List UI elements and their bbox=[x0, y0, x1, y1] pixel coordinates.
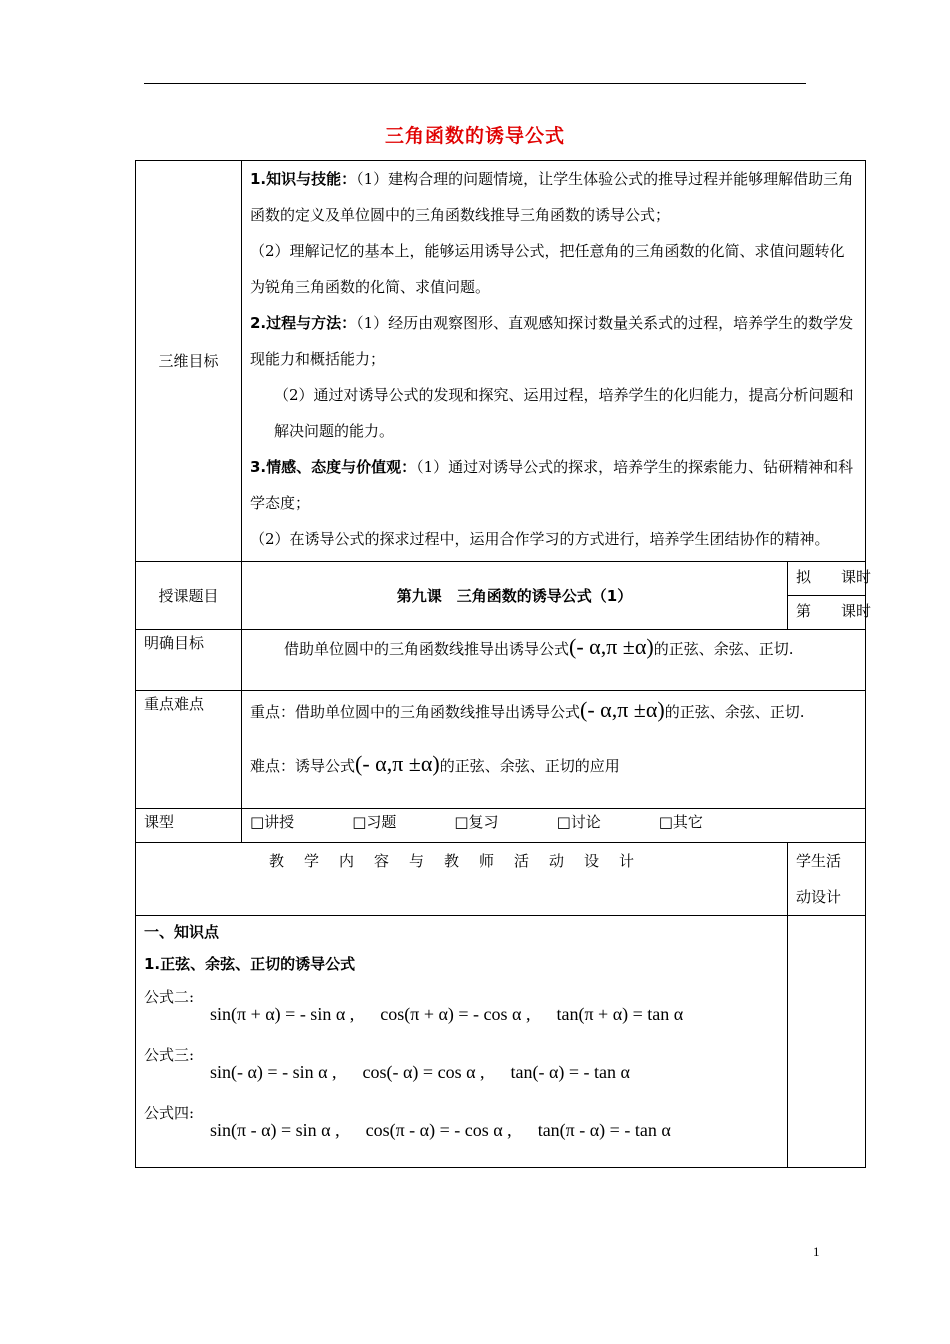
objective-content bbox=[242, 630, 866, 691]
key-point-before: 重点：借助单位圆中的三角函数线推导出诱导公式 bbox=[250, 703, 581, 721]
content-header-row bbox=[136, 843, 866, 916]
process-item-2: （2）通过对诱导公式的发现和探究、运用过程，培养学生的化归能力，提高分析问题和解决问题的能力。 bbox=[274, 386, 854, 440]
hours-plan: 拟 课时 bbox=[788, 562, 866, 596]
formula-2-sin: sin(π + α) = - sin α , bbox=[210, 1004, 355, 1024]
document-title: 三角函数的诱导公式 bbox=[384, 125, 565, 147]
option-other-checkbox[interactable]: □其它 bbox=[658, 813, 703, 831]
goals-row bbox=[136, 161, 866, 562]
goals-label: 三维目标 bbox=[136, 161, 242, 562]
formula-3-tan: tan(- α) = - tan α bbox=[510, 1062, 630, 1082]
content-header: 教学内容与教师活动设计 bbox=[136, 843, 788, 916]
key-point-after: 的正弦、余弦、正切. bbox=[664, 703, 805, 721]
lesson-type-row bbox=[136, 809, 866, 843]
objective-row bbox=[136, 630, 866, 691]
formula-label-4: 公式四: bbox=[144, 1104, 195, 1122]
formula-2-tan: tan(π + α) = tan α bbox=[556, 1004, 684, 1024]
header-rule bbox=[144, 83, 806, 84]
formula-3-cos: cos(- α) = cos α , bbox=[362, 1062, 485, 1082]
hours-seq: 第 课时 bbox=[788, 596, 866, 630]
topic-label: 授课题目 bbox=[136, 562, 242, 630]
knowledge-row bbox=[136, 916, 866, 1168]
emotion-item-1: （1）通过对诱导公式的探求，培养学生的探索能力、钻研精神和科学态度； bbox=[250, 458, 854, 512]
emotion-heading: 3.情感、态度与价值观： bbox=[250, 458, 417, 476]
option-exercise-checkbox[interactable]: □习题 bbox=[352, 813, 397, 831]
objective-label: 明确目标 bbox=[136, 630, 242, 691]
lesson-type-label: 课型 bbox=[136, 809, 242, 843]
goals-content bbox=[242, 161, 866, 562]
key-point-formula: (- α,π ±α) bbox=[580, 697, 665, 722]
formula-3-sin: sin(- α) = - sin α , bbox=[210, 1062, 337, 1082]
difficulty-label: 重点难点 bbox=[136, 691, 242, 809]
student-header-line-1: 学生活 bbox=[796, 852, 842, 870]
objective-formula: (- α,π ±α) bbox=[569, 634, 654, 659]
formula-row-2 bbox=[144, 984, 779, 1030]
hard-point-before: 难点：诱导公式 bbox=[250, 757, 356, 775]
student-header-line-2: 动设计 bbox=[796, 888, 842, 906]
formula-label-2: 公式二: bbox=[144, 988, 195, 1006]
difficulty-content bbox=[242, 691, 866, 809]
formula-label-3: 公式三: bbox=[144, 1046, 195, 1064]
hard-point-after: 的正弦、余弦、正切的应用 bbox=[439, 757, 620, 775]
option-discussion-checkbox[interactable]: □讨论 bbox=[556, 813, 601, 831]
objective-text-after: 的正弦、余弦、正切. bbox=[653, 640, 794, 658]
knowledge-heading: 1.知识与技能： bbox=[250, 170, 357, 188]
option-review-checkbox[interactable]: □复习 bbox=[454, 813, 499, 831]
formula-row-4 bbox=[144, 1100, 779, 1146]
knowledge-item-2: （2）理解记忆的基本上，能够运用诱导公式，把任意角的三角函数的化简、求值问题转化为锐角三角函数的化简、求值问题。 bbox=[250, 242, 845, 296]
student-activity-cell bbox=[788, 916, 866, 1168]
objective-text-before: 借助单位圆中的三角函数线推导出诱导公式 bbox=[284, 640, 570, 658]
process-item-1: （1）经历由观察图形、直观感知探讨数量关系式的过程，培养学生的数学发现能力和概括能力； bbox=[250, 314, 854, 368]
section-heading: 一、知识点 bbox=[144, 923, 220, 941]
topic-row-1 bbox=[136, 562, 866, 596]
process-heading: 2.过程与方法： bbox=[250, 314, 357, 332]
lesson-plan-table bbox=[135, 160, 872, 1168]
knowledge-item-1: （1）建构合理的问题情境，让学生体验公式的推导过程并能够理解借助三角函数的定义及单位圆中的三角函数线推导三角函数的诱导公式； bbox=[250, 170, 854, 224]
knowledge-content bbox=[136, 916, 788, 1168]
lesson-type-options bbox=[242, 809, 866, 843]
difficulty-row bbox=[136, 691, 866, 809]
page-number: 1 bbox=[813, 1244, 820, 1259]
student-activity-header bbox=[788, 843, 866, 916]
formula-4-cos: cos(π - α) = - cos α , bbox=[365, 1120, 512, 1140]
topic-value: 第九课 三角函数的诱导公式（1） bbox=[242, 562, 788, 630]
emotion-item-2: （2）在诱导公式的探求过程中，运用合作学习的方式进行，培养学生团结协作的精神。 bbox=[250, 530, 830, 548]
formula-4-sin: sin(π - α) = sin α , bbox=[210, 1120, 340, 1140]
formula-row-3 bbox=[144, 1042, 779, 1088]
formula-2-cos: cos(π + α) = - cos α , bbox=[380, 1004, 531, 1024]
formula-4-tan: tan(π - α) = - tan α bbox=[537, 1120, 671, 1140]
option-lecture-checkbox[interactable]: □讲授 bbox=[250, 813, 295, 831]
subsection-heading: 1.正弦、余弦、正切的诱导公式 bbox=[144, 955, 356, 973]
hard-point-formula: (- α,π ±α) bbox=[355, 751, 440, 776]
